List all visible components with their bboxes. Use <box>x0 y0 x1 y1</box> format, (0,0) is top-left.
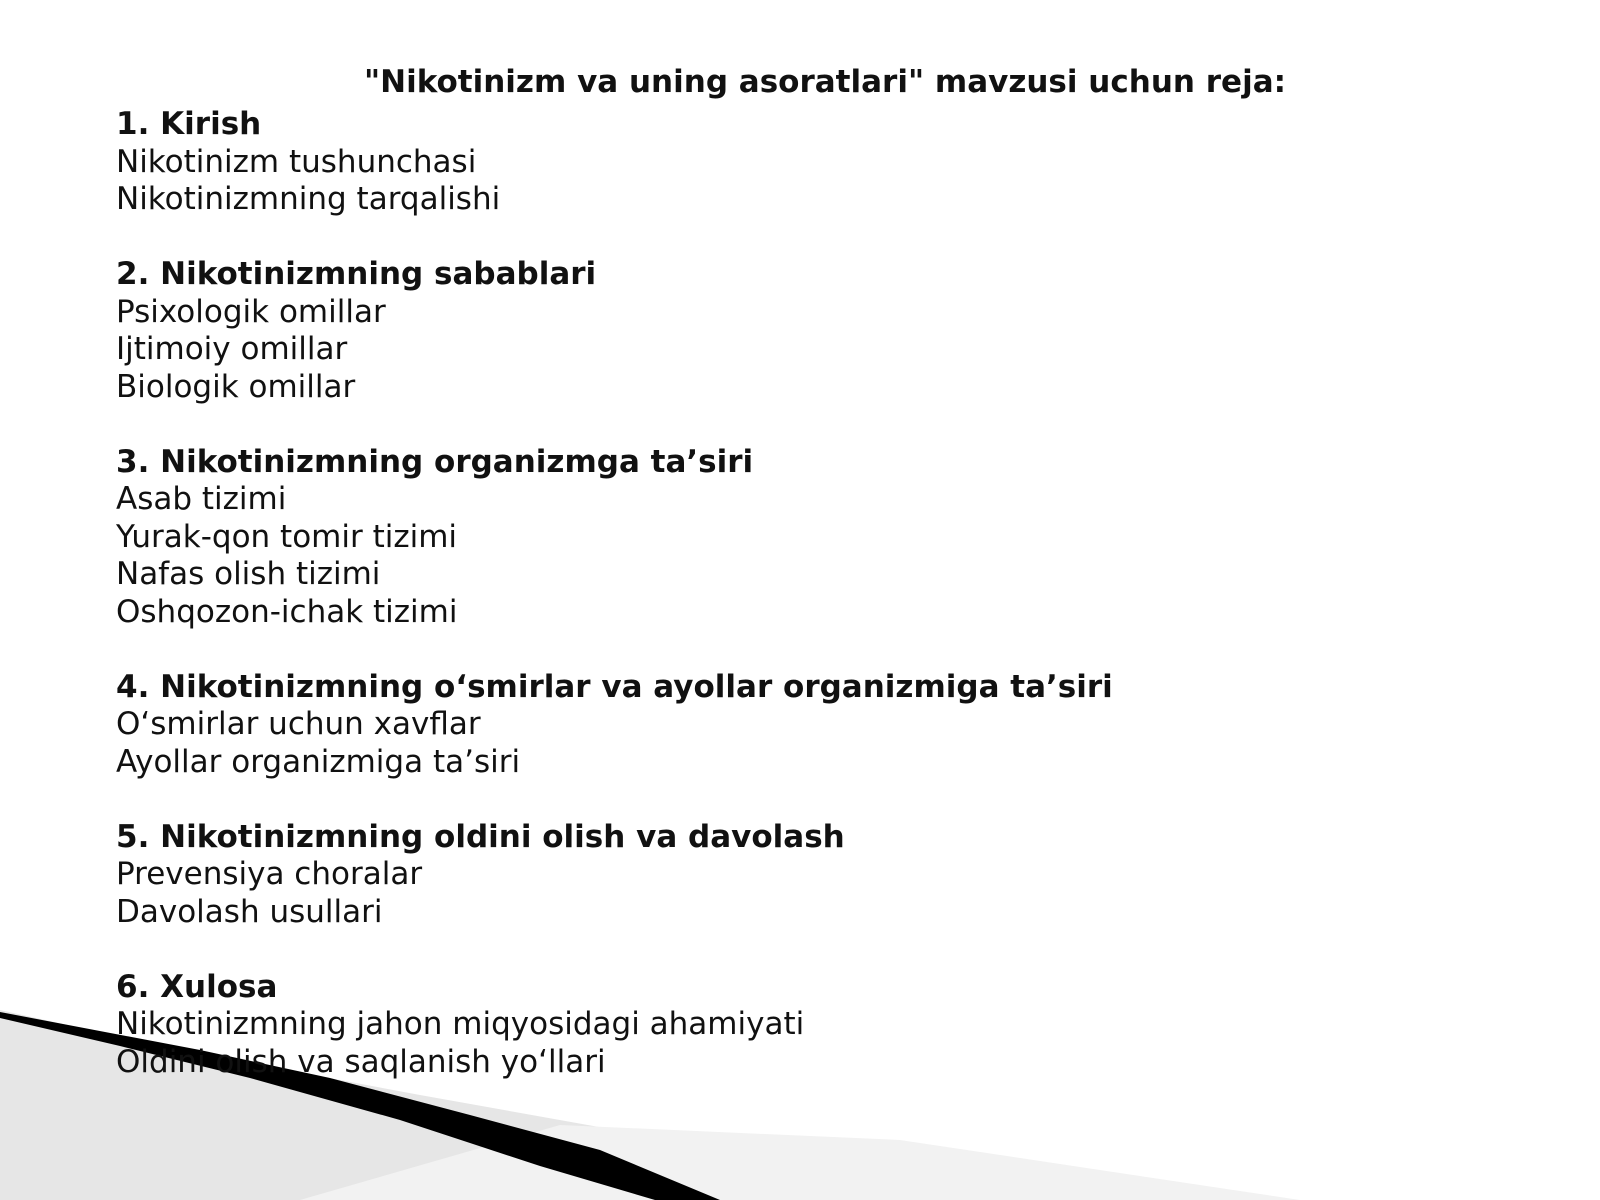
section-item: Psixologik omillar <box>116 293 386 330</box>
slide-title: "Nikotinizm va uning asoratlari" mavzusi uchun reja: <box>363 64 1287 100</box>
section-heading: 4. Nikotinizmning o‘smirlar va ayollar organizmiga ta’siri <box>116 668 1113 705</box>
section-item: Oldini olish va saqlanish yo‘llari <box>116 1043 606 1080</box>
section-organizmga-tasiri <box>116 444 1516 632</box>
section-item: Asab tizimi <box>116 481 287 517</box>
section-item: Davolash usullari <box>116 893 383 930</box>
section-item: Biologik omillar <box>116 368 356 405</box>
section-item: Ayollar organizmiga ta’siri <box>116 743 521 780</box>
section-item: Nikotinizmning tarqalishi <box>116 181 501 217</box>
section-heading: 1. Kirish <box>116 106 262 142</box>
section-item: Prevensiya choralar <box>116 856 423 892</box>
section-heading: 6. Xulosa <box>116 968 278 1005</box>
section-item: Yurak-qon tomir tizimi <box>116 518 458 555</box>
section-sabablari <box>116 256 1516 406</box>
section-kirish <box>116 106 1516 219</box>
plan-list <box>116 106 1516 1119</box>
section-item: Nikotinizm tushunchasi <box>116 143 477 180</box>
section-heading: 5. Nikotinizmning oldini olish va davolash <box>116 818 845 855</box>
section-heading: 2. Nikotinizmning sabablari <box>116 256 597 292</box>
section-item: Nafas olish tizimi <box>116 556 381 592</box>
section-heading: 3. Nikotinizmning organizmga ta’siri <box>116 443 754 480</box>
section-oldini-olish <box>116 819 1516 932</box>
section-item: Ijtimoiy omillar <box>116 331 348 367</box>
section-osmirlar-ayollar <box>116 669 1516 782</box>
section-item: O‘smirlar uchun xavflar <box>116 706 481 742</box>
section-item: Nikotinizmning jahon miqyosidagi ahamiyati <box>116 1006 805 1042</box>
section-xulosa <box>116 969 1516 1082</box>
section-item: Oshqozon-ichak tizimi <box>116 593 458 630</box>
